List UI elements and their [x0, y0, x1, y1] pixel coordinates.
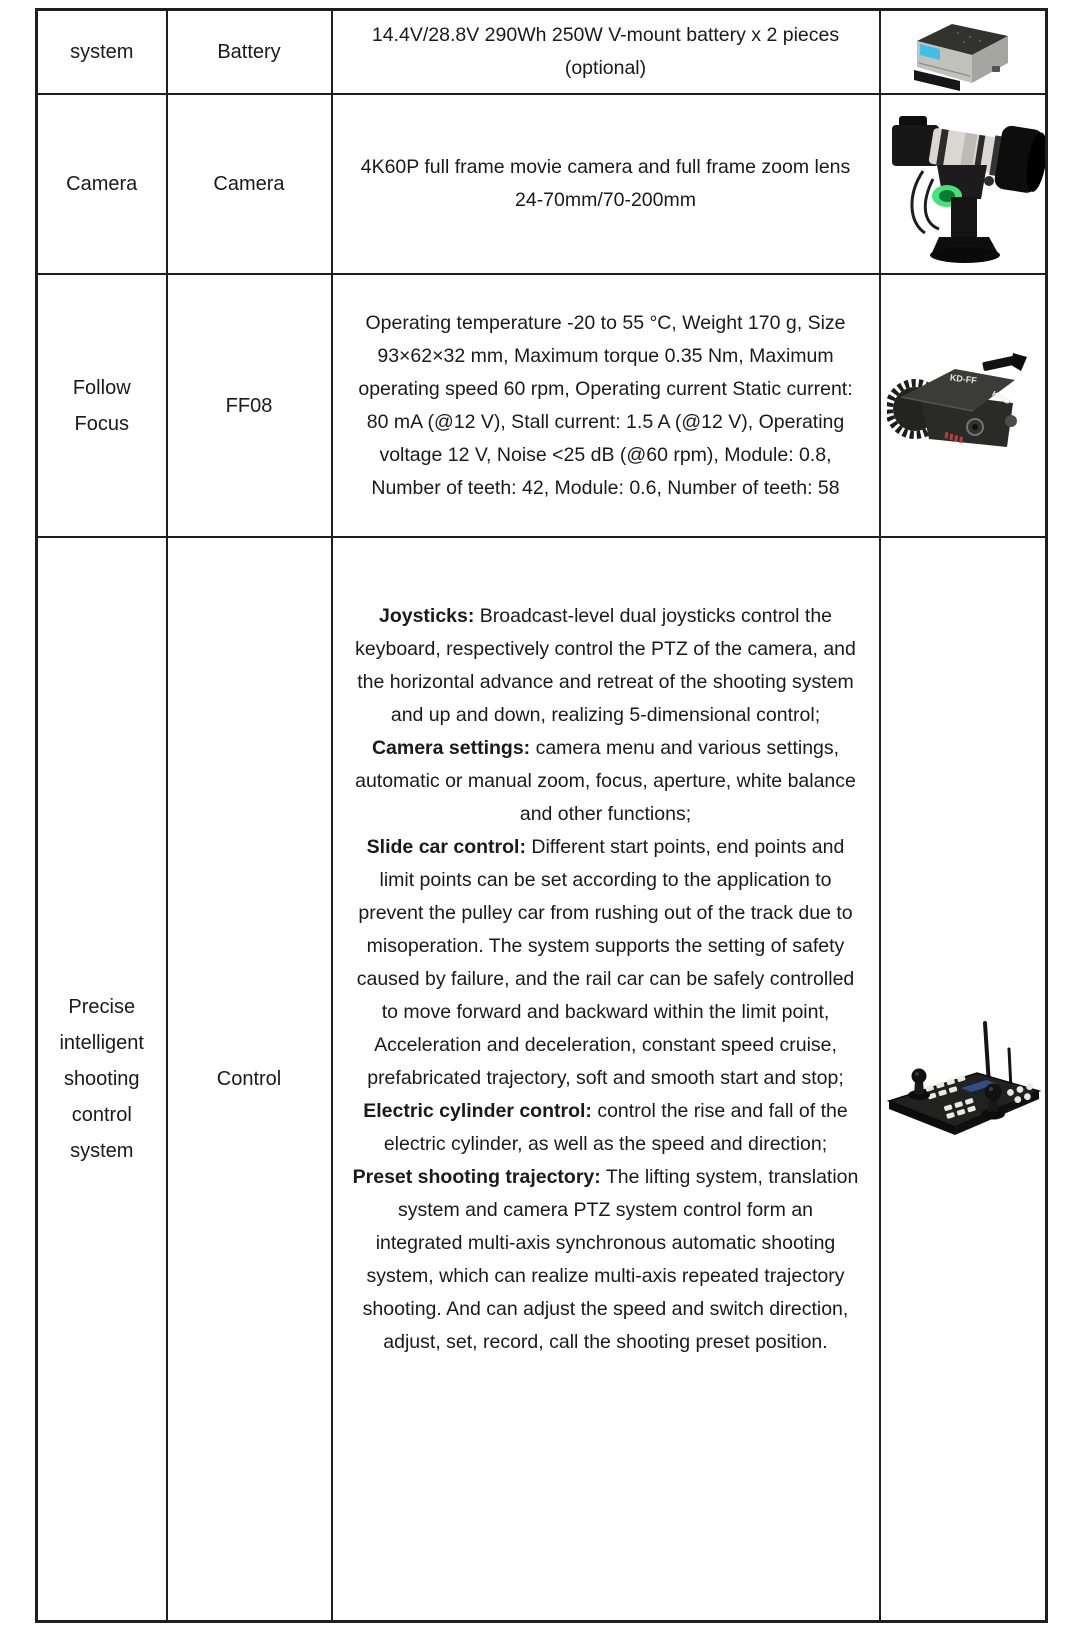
- description-paragraph: Electric cylinder control: control the rise and fall of the electric cylinder, as well as the speed and direction;: [363, 1100, 848, 1155]
- description-paragraph: Preset shooting trajectory: The lifting system, translation system and camera PTZ system control form an integrated multi-axis synchronous automatic shooting system, which can realize multi-axis repeated trajectory shooting. And can adjust the speed and switch direction, adjust, set, record, call the shooting preset position.: [352, 1166, 859, 1353]
- image-cell-control: [880, 537, 1047, 1622]
- subcategory-cell-camera: [167, 94, 332, 274]
- description-paragraph: Operating temperature -20 to 55 °C, Weight 170 g, Size 93×62×32 mm, Maximum torque 0.35 Nm, Maximum operating speed 60 rpm, Operating current Static current: 80 mA (@12 V), Stall current: 1.5 A (@12 V), Operating voltage 12 V, Noise <25 dB (@60 rpm), Module: 0.8, Number of teeth: 42, Module: 0.6, Number of teeth: 58: [358, 311, 853, 499]
- category-cell-precise-system: [37, 537, 167, 1622]
- subcategory-cell-battery: [167, 10, 332, 95]
- category-label: Follow Focus: [72, 376, 131, 435]
- image-cell-follow-focus: [880, 274, 1047, 537]
- category-label: Precise intelligent shooting control system: [59, 996, 144, 1162]
- description-paragraph: Camera settings: camera menu and various settings, automatic or manual zoom, focus, aperture, white balance and other functions;: [355, 737, 856, 825]
- follow-focus-brand-label: KIND: [990, 388, 1012, 406]
- subcategory-label: Control: [216, 1068, 282, 1090]
- description-cell-battery: [332, 10, 880, 95]
- category-cell-system: [37, 10, 167, 95]
- description-paragraph: 4K60P full frame movie camera and full frame zoom lens 24-70mm/70-200mm: [360, 156, 851, 211]
- table-row-battery: [37, 10, 1047, 95]
- image-cell-battery: [880, 10, 1047, 95]
- category-label: Camera: [66, 173, 138, 195]
- category-cell-follow-focus: [37, 274, 167, 537]
- table-row-follow-focus: [37, 274, 1047, 537]
- subcategory-cell-ff08: [167, 274, 332, 537]
- image-cell-camera: [880, 94, 1047, 274]
- controller-right-joystick: [984, 1084, 1001, 1101]
- description-text: [356, 307, 856, 505]
- camera-product-image: [881, 103, 1047, 265]
- description-cell-follow-focus: [332, 274, 880, 537]
- category-label: system: [70, 41, 134, 63]
- description-paragraph: 14.4V/28.8V 290Wh 250W V-mount battery x 2 pieces (optional): [371, 24, 840, 79]
- control-keyboard-product-image: [881, 1015, 1047, 1143]
- category-cell-camera: [37, 94, 167, 274]
- product-spec-table: [35, 8, 1048, 1623]
- follow-focus-product-image: [887, 347, 1039, 465]
- description-text: [356, 19, 856, 85]
- table-row-camera: [37, 94, 1047, 274]
- description-text: [356, 151, 856, 217]
- subcategory-label: Camera: [213, 173, 285, 195]
- description-paragraph: Slide car control: Different start points, end points and limit points can be set according to the application to prevent the pulley car from rushing out of the track due to misoperation. The system supports the setting of safety caused by failure, and the rail car can be safely controlled to move forward and backward within the limit point, Acceleration and deceleration, constant speed cruise, prefabricated trajectory, soft and smooth start and stop;: [356, 836, 855, 1089]
- description-cell-camera: [332, 94, 880, 274]
- controller-left-joystick: [911, 1069, 926, 1084]
- subcategory-cell-control: [167, 537, 332, 1622]
- follow-focus-model-label: KD-FF: [949, 371, 978, 386]
- description-cell-control: [332, 537, 880, 1622]
- subcategory-label: FF08: [225, 394, 273, 417]
- battery-product-image: [900, 11, 1026, 93]
- subcategory-label: Battery: [217, 41, 281, 63]
- table-row-control: [37, 537, 1047, 1622]
- description-text: [353, 538, 859, 1359]
- description-paragraph: Joysticks: Broadcast-level dual joysticks control the keyboard, respectively control the PTZ of the camera, and the horizontal advance and retreat of the shooting system and up and down, realizing 5-dimensional control;: [355, 605, 856, 726]
